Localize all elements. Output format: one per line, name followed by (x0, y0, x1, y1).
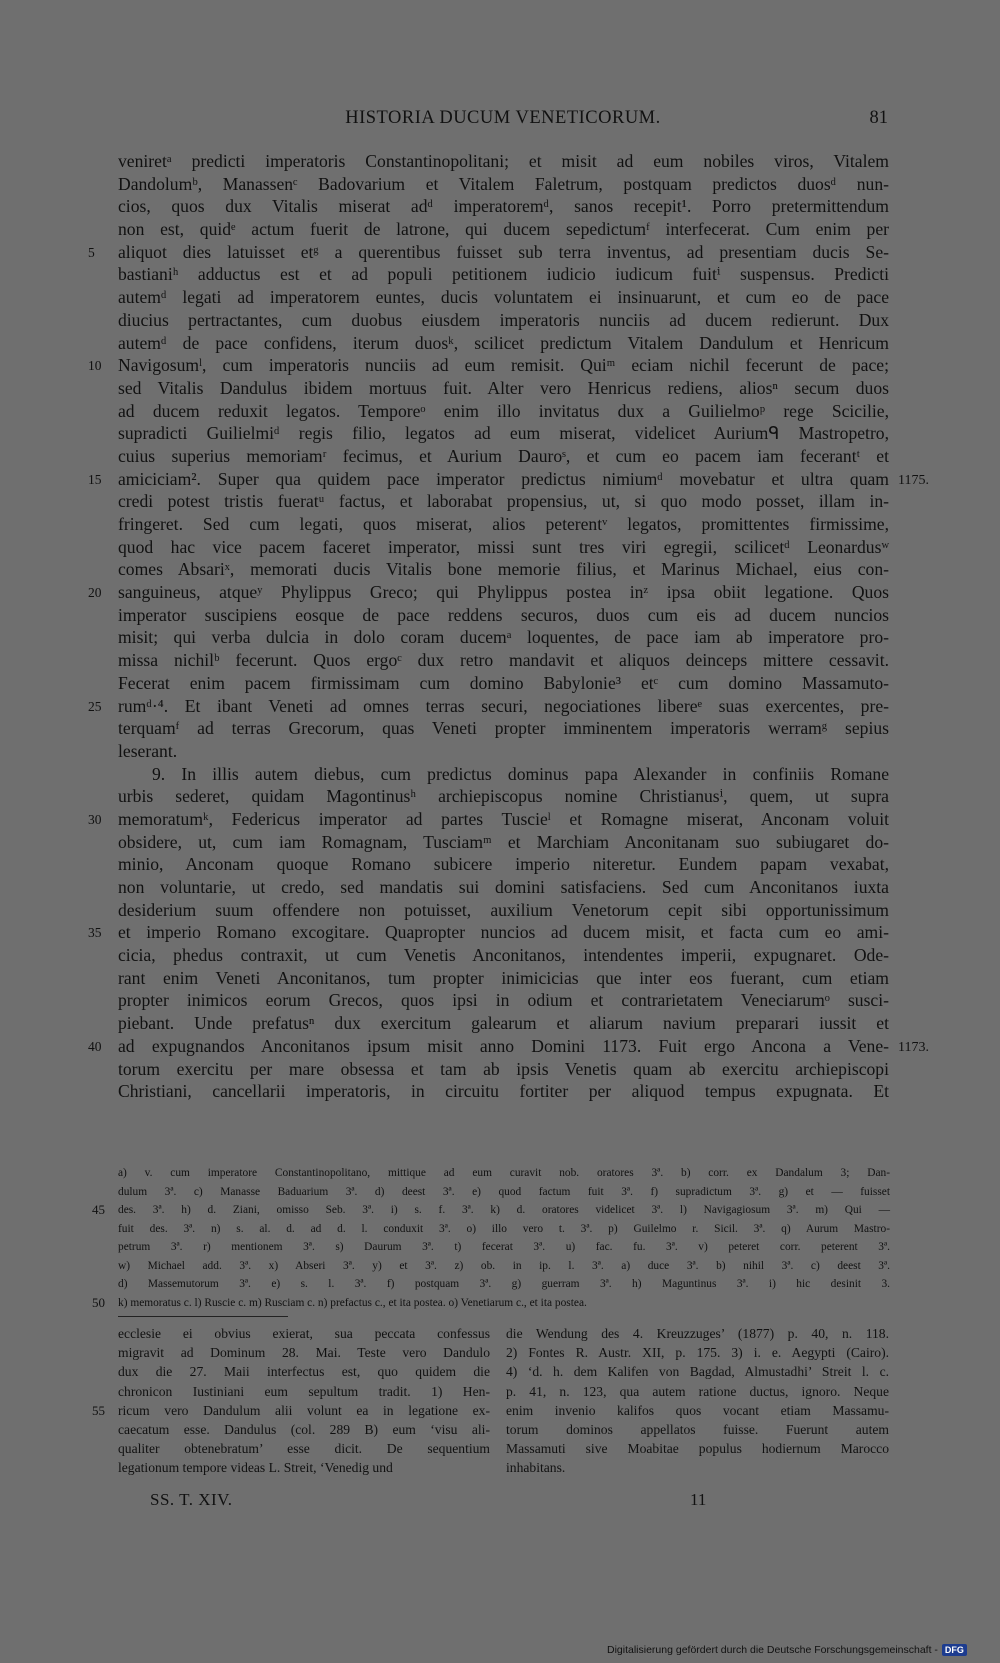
main-text-text: non est, quidᵉ actum fuerit de latrone, qui ducem sepedictumᶠ interfecerat. Cum enim per (118, 219, 889, 240)
commentary-left-line (92, 1458, 490, 1477)
line-number: 10 (88, 358, 102, 374)
main-text-line (118, 490, 889, 513)
main-text-text: veniretᵃ predicti imperatoris Constantinopolitani; et misit ad eum nobiles viros, Vitalem (118, 151, 889, 171)
footnote-line (92, 1275, 890, 1294)
main-text-line (88, 695, 889, 718)
main-text-line (118, 377, 889, 400)
main-text-line (118, 332, 889, 355)
commentary-left-line (92, 1382, 490, 1401)
footnote-line (92, 1294, 890, 1313)
main-text-text: obsidere, ut, cum iam Romagnam, Tusciamᵐ et Marchiam Anconitanam suo subiugaret do- (118, 831, 889, 852)
footnote-text: k) memoratus c. l) Ruscie c. m) Rusciam c. n) prefactus c., et ita postea. o) Venetiarum c., et ita postea. (118, 1296, 587, 1309)
main-text-line (118, 513, 889, 536)
footnote-line (92, 1257, 890, 1276)
critical-apparatus (92, 1164, 890, 1312)
main-text-text: comes Absariˣ, memorati ducis Vitalis bone memorie filius, et Marinus Michael, eius con- (118, 559, 889, 580)
commentary-right-text: Massamuti sive Moabitae populus hodiernum Marocco (506, 1441, 889, 1457)
page-number: 81 (869, 108, 888, 128)
main-text-text: torum exercitu per mare obsessa et tam ab ipsis Venetis quam ab exercitu archiepiscopi (118, 1058, 889, 1079)
main-text-text: missa nichilᵇ fecerunt. Quos ergoᶜ dux retro mandavit et aliquos deinceps mittere cessavit. (118, 650, 889, 671)
main-text-text: autemᵈ legati ad imperatorem euntes, ducis voluntatem ei insinuarunt, et cum eo de pace (118, 287, 889, 308)
main-text-text: rant enim Veneti Anconitanos, tum propter inimicicias que inter eos fuerant, cum etiam (118, 967, 889, 988)
page-header (118, 108, 888, 136)
line-number: 30 (88, 811, 102, 827)
footnote-text: a) v. cum imperatore Constantinopolitano, mittique ad eum curavit nob. oratores 3ª. b) corr. ex Dandalum 3; Dan- (118, 1167, 890, 1179)
main-text-line (88, 241, 889, 264)
footnote-line (92, 1220, 890, 1239)
main-text-line (118, 967, 889, 990)
running-title: HISTORIA DUCUM VENETICORUM. (345, 108, 661, 128)
main-text-line (118, 218, 889, 241)
footnote-rule (118, 1316, 288, 1317)
main-text-text: Christiani, cancellarii imperatoris, in circuitu fortiter per aliquod tempus expugnata. Et (118, 1081, 889, 1102)
main-text-text: quod hac vice pacem faceret imperator, missi sunt tres viri egregii, scilicetᵈ Leonardusʷ (118, 536, 889, 557)
main-text-text: autemᵈ de pace confidens, iterum duosᵏ, scilicet predictum Vitalem Dandulum et Henricum (118, 332, 889, 353)
main-text-line (118, 899, 889, 922)
main-text-text: credi potest tristis fueratᵘ factus, et laborabat propensius, ut, si quo modo posset, illam in- (118, 491, 889, 512)
main-text-line (118, 876, 889, 899)
commentary-right-line (506, 1362, 889, 1381)
main-text-line (118, 263, 889, 286)
commentary-left-line (92, 1401, 490, 1420)
main-text-line (118, 286, 889, 309)
main-text-text: memoratumᵏ, Federicus imperator ad partes Tuscieˡ et Romagne miserat, Anconam voluit (118, 808, 889, 829)
main-text-line (88, 468, 929, 491)
line-number: 25 (88, 698, 102, 714)
commentary-left-line (92, 1343, 490, 1362)
main-text-text: sanguineus, atqueʸ Phylippus Greco; qui Phylippus postea inᶻ ipsa obiit legatione. Quos (118, 582, 889, 603)
main-text-text: misit; qui verba dulcia in dolo coram ducemᵃ loquentes, de pace iam ab imperatore pro- (118, 627, 889, 648)
main-text-text: et imperio Romano excogitare. Quapropter nuncios ad ducem misit, et facta cum eo ami- (118, 922, 889, 943)
main-text-line (118, 853, 889, 876)
main-text-text: urbis sederet, quidam Magontinusʰ archiepiscopus nomine Christianusⁱ, quem, ut supra (118, 786, 889, 807)
main-text-text: desiderium suum offendere non potuisset, auxilium Venetorum cepit sibi opportunissimum (118, 899, 889, 920)
main-text-text: cios, quos dux Vitalis miserat adᵈ imperatoremᵈ, sanos recepit¹. Porro pretermittendum (118, 196, 889, 217)
footnote-text: petrum 3ª. r) mentionem 3ª. s) Daurum 3ª. t) fecerat 3ª. u) fac. fu. 3ª. v) peteret corr. peterent 3ª. (118, 1241, 890, 1253)
main-text-text: supradicti Guilielmiᵈ regis filio, legatos ad eum miserat, videlicet Auriumᑫ Mastropetro, (118, 423, 889, 444)
main-text-text: terquamᶠ ad terras Grecorum, quas Veneti propter imminentem imperatoris werramᵍ sepius (118, 718, 889, 739)
commentary-left-line (92, 1324, 490, 1343)
digitization-credit (607, 1644, 967, 1656)
main-text-line (118, 1080, 889, 1103)
main-text-text: ad ducem reduxit legatos. Temporeᵒ enim illo invitatus dux a Guilielmoᵖ rege Scicilie, (118, 400, 889, 421)
main-text-line (118, 400, 889, 423)
commentary-right-column (506, 1324, 889, 1478)
main-text-body (88, 150, 929, 1103)
commentary-left-text: caecatum esse. Dandulus (col. 289 B) eum ‘visu ali- (118, 1421, 490, 1437)
commentary-left-line (92, 1362, 490, 1381)
commentary-left-text: qualiter obtenebratum’ esse dicit. De sequentium (118, 1441, 490, 1457)
footnote-line (92, 1238, 890, 1257)
commentary-left-text: migravit ad Dominum 28. Mai. Teste vero Dandulo (118, 1345, 490, 1361)
commentary-right-text: inhabitans. (506, 1460, 566, 1476)
line-number: 15 (88, 471, 102, 487)
footnote-text: des. 3ª. h) d. Ziani, omisso Seb. 3ª. i) s. f. 3ª. k) d. oratores videlicet 3ª. l) Navigagiosum 3ª. m) Qui — (118, 1204, 890, 1216)
sheet-number: 11 (690, 1490, 707, 1509)
footnote-text: d) Massemutorum 3ª. e) s. l. 3ª. f) postquam 3ª. g) guerram 3ª. h) Maguntinus 3ª. i) hic desinit 3. (118, 1278, 890, 1290)
footnote-text: w) Michael add. 3ª. x) Abseri 3ª. y) et 3ª. z) ob. in ip. l. 3ª. a) duce 3ª. b) nihil 3ª. c) deest 3ª. (118, 1259, 890, 1272)
main-text-line (118, 831, 889, 854)
commentary-right-line (506, 1343, 889, 1362)
main-text-line (118, 626, 889, 649)
commentary-left-column (92, 1324, 490, 1478)
main-text-line (118, 785, 889, 808)
main-text-text: piebant. Unde prefatusⁿ dux exercitum galearum et aliarum navium preparari iussit et (118, 1013, 889, 1034)
commentary-right-text: die Wendung des 4. Kreuzzuges’ (1877) p. 40, n. 118. (506, 1326, 889, 1341)
main-text-line (88, 1035, 929, 1058)
main-text-line (118, 422, 889, 445)
commentary-right-text: 2) Fontes R. Austr. XII, p. 175. 3) i. e. Aegypti (Cairo). (506, 1345, 889, 1361)
line-number: 35 (88, 925, 102, 941)
line-number: 45 (92, 1202, 105, 1217)
main-text-line (118, 309, 889, 332)
main-text-line (88, 581, 889, 604)
credit-text: Digitalisierung gefördert durch die Deutsche Forschungsgemeinschaft - (607, 1644, 938, 1656)
main-text-line (118, 604, 889, 627)
main-text-line (118, 558, 889, 581)
commentary-left-text: legationum tempore videas L. Streit, ‘Venedig und (118, 1460, 393, 1476)
commentary-right-line (506, 1382, 889, 1401)
main-text-line (118, 649, 889, 672)
main-text-line (118, 944, 889, 967)
margin-year: 1173. (898, 1039, 929, 1055)
footnote-line (92, 1201, 890, 1220)
main-text-line (118, 173, 889, 196)
main-text-text: Fecerat enim pacem firmissimam cum domino Babylonie³ etᶜ cum domino Massamuto- (118, 672, 889, 693)
main-text-text: imperator suscipiens eosque de pace reddens securos, duos cum eis ad ducem nuncios (118, 604, 889, 625)
line-number: 20 (88, 585, 102, 601)
main-text-text: bastianiʰ adductus est et ad populi petitionem iudicio iudicum fuitⁱ suspensus. Predicti (118, 264, 889, 285)
main-text-line (118, 445, 889, 468)
commentary-left-text: ricum vero Dandulum alii volunt ea in legatione ex- (118, 1402, 490, 1418)
main-text-line (118, 717, 889, 740)
commentary-left-text: dux die 27. Maii interfectus est, quo quidem die (118, 1364, 490, 1380)
main-text-text: leserant. (118, 740, 178, 761)
commentary-left-line (92, 1420, 490, 1439)
main-text-text: rumᵈ·⁴. Et ibant Veneti ad omnes terras securi, negociationes libereᵉ suas exercentes, pre- (118, 695, 889, 716)
signature-mark: SS. T. XIV. (150, 1490, 233, 1509)
line-number: 50 (92, 1294, 105, 1310)
commentary-right-text: torum dominos appellatos fuisse. Fuerunt autem (506, 1421, 889, 1437)
commentary-left-text: chronicon Iustiniani eum sepultum tradit. 1) Hen- (118, 1383, 490, 1399)
commentary-right-text: enim invenio kalifos quos vocant etiam Massamu- (506, 1402, 889, 1418)
footnote-line (92, 1164, 890, 1183)
main-text-text: 9. In illis autem diebus, cum predictus dominus papa Alexander in confiniis Romane (152, 763, 889, 784)
main-text-text: cicia, phedus contraxit, ut cum Venetis Anconitanos, intendentes imperii, expugnaret. Ode- (118, 945, 889, 966)
main-text-line (118, 1058, 889, 1081)
main-text-line (118, 989, 889, 1012)
line-number: 40 (88, 1038, 102, 1054)
commentary-right-line (506, 1439, 889, 1458)
commentary-left-line (92, 1439, 490, 1458)
main-text-text: amiciciam². Super qua quidem pace imperator predictus nimiumᵈ movebatur et ultra quam (118, 468, 889, 489)
commentary-right-line (506, 1401, 889, 1420)
main-text-text: Dandolumᵇ, Manassenᶜ Badovarium et Vitalem Faletrum, postquam predictos duosᵈ nun- (118, 173, 889, 194)
main-text-text: Navigosumˡ, cum imperatoris nunciis ad eum remisit. Quiᵐ eciam nichil fecerunt de pace; (118, 355, 889, 376)
main-text-text: sed Vitalis Dandulus ibidem mortuus fuit. Alter vero Henricus rediens, aliosⁿ secum duos (118, 377, 889, 398)
main-text-line (118, 672, 889, 695)
commentary-right-line (506, 1420, 889, 1439)
footnote-text: dulum 3ª. c) Manasse Baduarium 3ª. d) deest 3ª. e) quod factum fuit 3ª. f) supradictum 3ª. g) et — fuisset (118, 1185, 890, 1198)
main-text-line (88, 808, 889, 831)
main-text-line (118, 763, 889, 786)
main-text-line (88, 921, 889, 944)
main-text-text: non voluntarie, ut credo, sed mandatis sui domini satisfaciens. Sed cum Anconitanos iuxta (118, 877, 889, 897)
main-text-line (118, 1012, 889, 1035)
main-text-text: fringeret. Sed cum legati, quos miserat, alios peterentᵛ legatos, promittentes firmissime, (118, 514, 889, 534)
main-text-text: aliquot dies latuisset etᵍ a querentibus fuisset sub terra inventus, ad presentiam ducis Se- (118, 241, 889, 262)
commentary-right-line (506, 1458, 889, 1477)
dfg-logo: DFG (942, 1644, 967, 1656)
footnote-line (92, 1183, 890, 1202)
main-text-text: diucius pertractantes, cum duobus eiusdem imperatoris nunciis ad ducem redierunt. Dux (118, 309, 889, 330)
main-text-line (118, 536, 889, 559)
main-text-line (88, 354, 889, 377)
margin-year: 1175. (898, 472, 929, 488)
line-number: 5 (88, 244, 95, 260)
footnote-text: fuit des. 3ª. n) s. al. d. ad d. l. conduxit 3ª. o) illo vero t. 3ª. p) Guilelmo r. Sicil. 3ª. q) Aurum Mastro- (118, 1222, 890, 1235)
main-text-line (118, 195, 889, 218)
main-text-line (118, 150, 889, 173)
main-text-text: propter inimicos eorum Grecos, quos ipsi in odium et contrarietatem Veneciarumᵒ susci- (118, 990, 889, 1011)
main-text-text: cuius superius memoriamʳ fecimus, et Aurium Dauroˢ, et cum eo pacem iam fecerantᵗ et (118, 445, 889, 466)
line-number: 55 (92, 1402, 105, 1418)
commentary-left-text: ecclesie ei obvius exierat, sua peccata confessus (118, 1326, 490, 1341)
commentary-right-text: p. 41, n. 123, qua autem ratione ductus, ignoro. Neque (506, 1383, 889, 1399)
main-text-line (118, 740, 889, 763)
main-text-text: minio, Anconam quoque Romano subicere imperio niteretur. Eundem papam vexabat, (118, 854, 889, 875)
commentary-right-text: 4) ‘d. h. dem Kalifen von Bagdad, Almustadhi’ Streit l. c. (506, 1364, 889, 1380)
main-text-text: ad expugnandos Anconitanos ipsum misit anno Domini 1173. Fuit ergo Ancona a Vene- (118, 1035, 889, 1056)
commentary-right-line (506, 1324, 889, 1343)
